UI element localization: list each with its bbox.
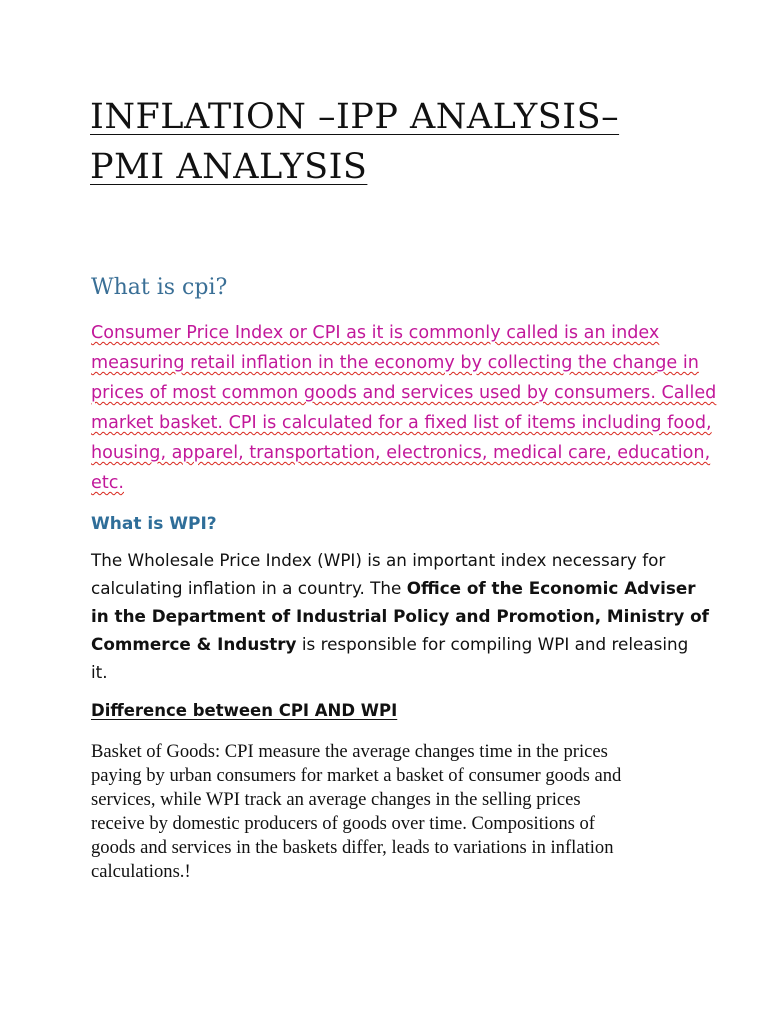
wpi-line: The Wholesale Price Index (WPI) is an important index necessary for	[91, 550, 666, 570]
difference-line: Basket of Goods: CPI measure the average changes time in the prices	[91, 741, 608, 762]
wpi-bold-text: Office of the Economic Adviser	[406, 578, 696, 598]
wpi-bold-text: in the Department of Industrial Policy and Promotion, Ministry of	[91, 606, 709, 626]
cpi-line: prices of most common goods and services used by consumers. Called	[91, 383, 717, 403]
difference-line: services, while WPI track an average changes in the selling prices	[91, 789, 581, 810]
wpi-paragraph	[91, 546, 709, 686]
difference-line: calculations.!	[91, 861, 191, 882]
cpi-line: etc.	[91, 473, 124, 493]
difference-paragraph	[91, 740, 691, 884]
wpi-line: Commerce & Industry is responsible for compiling WPI and releasing	[91, 634, 689, 654]
cpi-line: measuring retail inflation in the economy by collecting the change in	[91, 353, 699, 373]
wpi-bold-text: Commerce & Industry	[91, 634, 297, 654]
title-line-1: INFLATION –IPP ANALYSIS–	[90, 97, 620, 137]
cpi-heading: What is cpi?	[91, 275, 228, 300]
cpi-line: Consumer Price Index or CPI as it is commonly called is an index	[91, 323, 660, 343]
wpi-line	[91, 602, 709, 630]
page-title	[90, 92, 730, 192]
title-line-2: PMI ANALYSIS	[90, 147, 368, 187]
difference-line: paying by urban consumers for market a basket of consumer goods and	[91, 765, 622, 786]
cpi-line: housing, apparel, transportation, electronics, medical care, education,	[91, 443, 711, 463]
difference-line: receive by domestic producers of goods over time. Compositions of	[91, 813, 595, 834]
cpi-line: market basket. CPI is calculated for a fixed list of items including food,	[91, 413, 712, 433]
difference-heading: Difference between CPI AND WPI	[91, 701, 398, 720]
wpi-heading: What is WPI?	[91, 514, 217, 534]
cpi-paragraph	[91, 318, 717, 498]
wpi-line: it.	[91, 662, 108, 682]
wpi-line: calculating inflation in a country. The Office of the Economic Adviser	[91, 578, 696, 598]
difference-line: goods and services in the baskets differ, leads to variations in inflation	[91, 837, 614, 858]
